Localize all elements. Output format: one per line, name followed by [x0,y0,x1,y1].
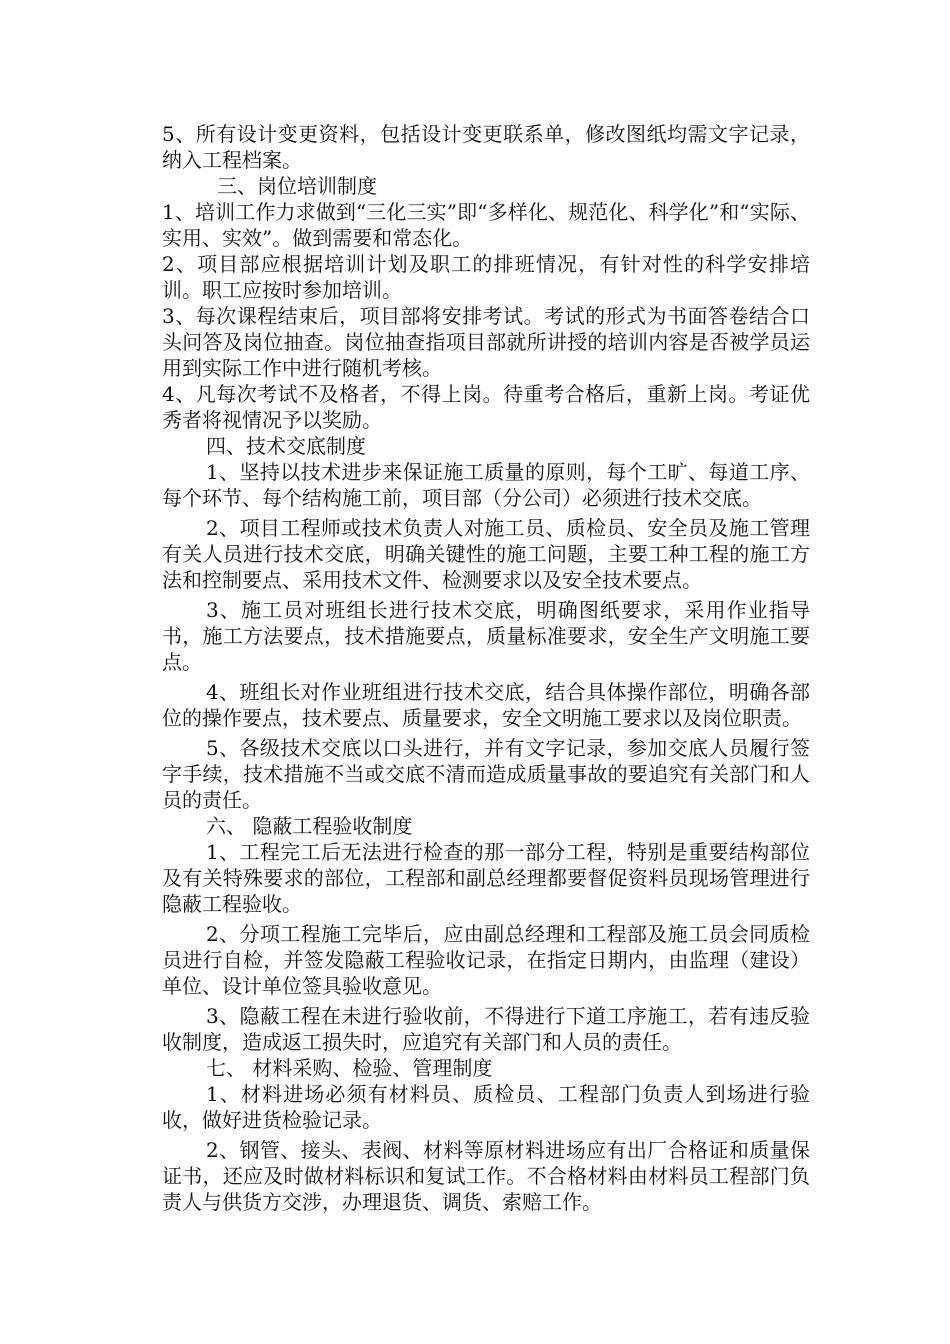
paragraph-training-2: 2、项目部应根据培训计划及职工的排班情况，有针对性的科学安排培训。职工应按时参加培训。 [162,252,810,302]
heading-training-system: 三、岗位培训制度 [217,174,377,198]
paragraph-materials-1: 1、材料进场必须有材料员、质检员、工程部门负责人到场进行验收，做好进货检验记录。 [162,1082,810,1132]
heading-materials: 七、 材料采购、检验、管理制度 [206,1056,493,1080]
paragraph-briefing-4: 4、班组长对作业班组进行技术交底，结合具体操作部位，明确各部位的操作要点，技术要点、质量要求，安全文明施工要求以及岗位职责。 [162,680,810,730]
paragraph-briefing-3: 3、施工员对班组长进行技术交底，明确图纸要求，采用作业指导书，施工方法要点，技术措施要点，质量标准要求，安全生产文明施工要点。 [162,598,810,674]
paragraph-briefing-5: 5、各级技术交底以口头进行，并有文字记录，参加交底人员履行签字手续，技术措施不当或交底不清而造成质量事故的要追究有关部门和人员的责任。 [162,736,810,812]
paragraph-materials-2: 2、钢管、接头、表阀、材料等原材料进场应有出厂合格证和质量保证书，还应及时做材料标识和复试工作。不合格材料由材料员工程部门负责人与供货方交涉，办理退货、调货、索赔工作。 [162,1138,810,1214]
paragraph-briefing-2: 2、项目工程师或技术负责人对施工员、质检员、安全员及施工管理有关人员进行技术交底，明确关键性的施工问题，主要工种工程的施工方法和控制要点、采用技术文件、检测要求以及安全技术要点。 [162,516,810,592]
paragraph-training-3: 3、每次课程结束后，项目部将安排考试。考试的形式为书面答卷结合口头问答及岗位抽查。岗位抽查指项目部就所讲授的培训内容是否被学员运用到实际工作中进行随机考核。 [162,304,810,380]
paragraph-training-4: 4、凡每次考试不及格者，不得上岗。待重考合格后，重新上岗。考证优秀者将视情况予以奖励。 [162,382,810,432]
paragraph-briefing-1: 1、坚持以技术进步来保证施工质量的原则，每个工旷、每道工序、每个环节、每个结构施工前，项目部（分公司）必须进行技术交底。 [162,460,810,510]
paragraph-design-change-5: 5、所有设计变更资料，包括设计变更联系单，修改图纸均需文字记录，纳入工程档案。 [162,122,810,172]
paragraph-concealed-1: 1、工程完工后无法进行检查的那一部分工程，特别是重要结构部位及有关特殊要求的部位，工程部和副总经理都要督促资料员现场管理进行隐蔽工程验收。 [162,840,810,916]
heading-technical-briefing: 四、技术交底制度 [206,434,366,458]
paragraph-concealed-3: 3、隐蔽工程在未进行验收前，不得进行下道工序施工，若有违反验收制度，造成返工损失时，应追究有关部门和人员的责任。 [162,1004,810,1054]
document-page [162,121,810,1215]
heading-concealed-works: 六、 隐蔽工程验收制度 [206,814,413,838]
paragraph-training-1: 1、培训工作力求做到“三化三实”即“多样化、规范化、科学化”和“实际、实用、实效”。做到需要和常态化。 [162,200,810,250]
paragraph-concealed-2: 2、分项工程施工完毕后，应由副总经理和工程部及施工员会同质检员进行自检，并签发隐蔽工程验收记录，在指定日期内，由监理（建设）单位、设计单位签具验收意见。 [162,922,810,998]
